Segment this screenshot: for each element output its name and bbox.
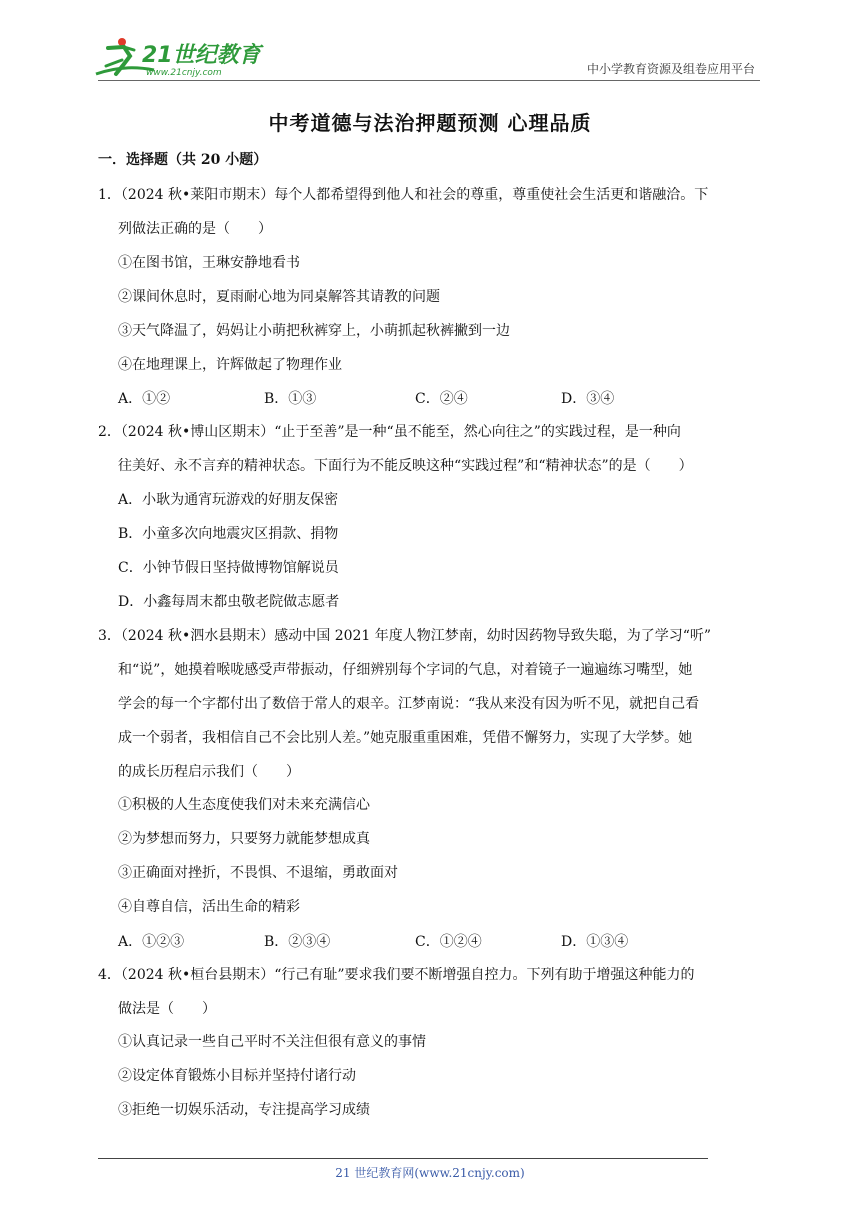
option-d[interactable]: D．①③④ xyxy=(561,934,629,950)
option-a[interactable]: A．①②③ xyxy=(118,934,185,950)
question-3-line: 学会的每一个字都付出了数倍于常人的艰辛。江梦南说：“我从来没有因为听不见，就把自己看 xyxy=(118,696,700,712)
question-3-line: 的成长历程启示我们（ ） xyxy=(118,764,300,780)
option-b[interactable]: B．②③④ xyxy=(264,934,331,950)
option-c[interactable]: C．②④ xyxy=(415,391,468,407)
question-4-choice: ③拒绝一切娱乐活动，专注提高学习成绩 xyxy=(118,1102,370,1118)
question-3-choice: ④自尊自信，活出生命的精彩 xyxy=(118,899,300,915)
question-3-line: 3．（2024 秋•泗水县期末）感动中国 2021 年度人物江梦南，幼时因药物导致失聪，为了学习“听” xyxy=(98,628,712,644)
question-2-line: 往美好、永不言弃的精神状态。下面行为不能反映这种“实践过程”和“精神状态”的是（ ） xyxy=(118,458,693,474)
question-1-choice: ③天气降温了，妈妈让小萌把秋裤穿上，小萌抓起秋裤撇到一边 xyxy=(118,323,510,339)
question-4-line: 4．（2024 秋•桓台县期末）“行己有耻”要求我们要不断增强自控力。下列有助于增强这种能力的 xyxy=(98,967,695,983)
question-4-choice: ①认真记录一些自己平时不关注但很有意义的事情 xyxy=(118,1034,426,1050)
question-2-line: 2．（2024 秋•博山区期末）“止于至善”是一种“虽不能至，然心向往之”的实践过程，是一种向 xyxy=(98,424,681,440)
question-3-choice: ②为梦想而努力，只要努力就能梦想成真 xyxy=(118,831,370,847)
question-4-line: 做法是（ ） xyxy=(118,1001,216,1017)
option-c[interactable]: C．①②④ xyxy=(415,934,482,950)
question-1-choice: ①在图书馆，王琳安静地看书 xyxy=(118,255,300,271)
logo-text: 21世纪教育 xyxy=(142,43,261,68)
footer-site-link[interactable]: 21 世纪教育网(www.21cnjy.com) xyxy=(335,1166,525,1180)
question-1-choice: ④在地理课上，许辉做起了物理作业 xyxy=(118,357,342,373)
header-platform-text: 中小学教育资源及组卷应用平台 xyxy=(586,62,755,76)
footer-divider xyxy=(98,1158,708,1159)
logo-url: www.21cnjy.com xyxy=(146,68,222,78)
document-title: 中考道德与法治押题预测 心理品质 xyxy=(268,111,592,135)
question-3-choice: ①积极的人生态度使我们对未来充满信心 xyxy=(118,797,370,813)
question-3-line: 成一个弱者，我相信自己不会比别人差。”她克服重重困难，凭借不懈努力，实现了大学梦。她 xyxy=(118,730,693,746)
option-d[interactable]: D．小鑫每周末都虫敬老院做志愿者 xyxy=(118,594,340,610)
option-b[interactable]: B．小童多次向地震灾区捐款、捐物 xyxy=(118,526,339,542)
header-divider xyxy=(98,80,760,81)
option-c[interactable]: C．小钟节假日坚持做博物馆解说员 xyxy=(118,560,339,576)
option-d[interactable]: D．③④ xyxy=(561,391,615,407)
question-3-line: 和“说”，她摸着喉咙感受声带振动，仔细辨别每个字词的气息，对着镜子一遍遍练习嘴型，她 xyxy=(118,662,693,678)
question-4-choice: ②设定体育锻炼小目标并坚持付诸行动 xyxy=(118,1068,356,1084)
option-b[interactable]: B．①③ xyxy=(264,391,317,407)
page-header xyxy=(0,0,860,90)
question-1-line: 列做法正确的是（ ） xyxy=(118,221,272,237)
question-1-choice: ②课间休息时，夏雨耐心地为同桌解答其请教的问题 xyxy=(118,289,440,305)
option-a[interactable]: A．小耿为通宵玩游戏的好朋友保密 xyxy=(118,492,339,508)
section-heading: 一．选择题（共 20 小题） xyxy=(98,152,268,168)
question-1-line: 1．（2024 秋•莱阳市期末）每个人都希望得到他人和社会的尊重，尊重使社会生活更和谐融洽。下 xyxy=(98,187,709,203)
site-logo xyxy=(94,34,264,78)
question-3-choice: ③正确面对挫折，不畏惧、不退缩，勇敢面对 xyxy=(118,865,398,881)
option-a[interactable]: A．①② xyxy=(118,391,171,407)
